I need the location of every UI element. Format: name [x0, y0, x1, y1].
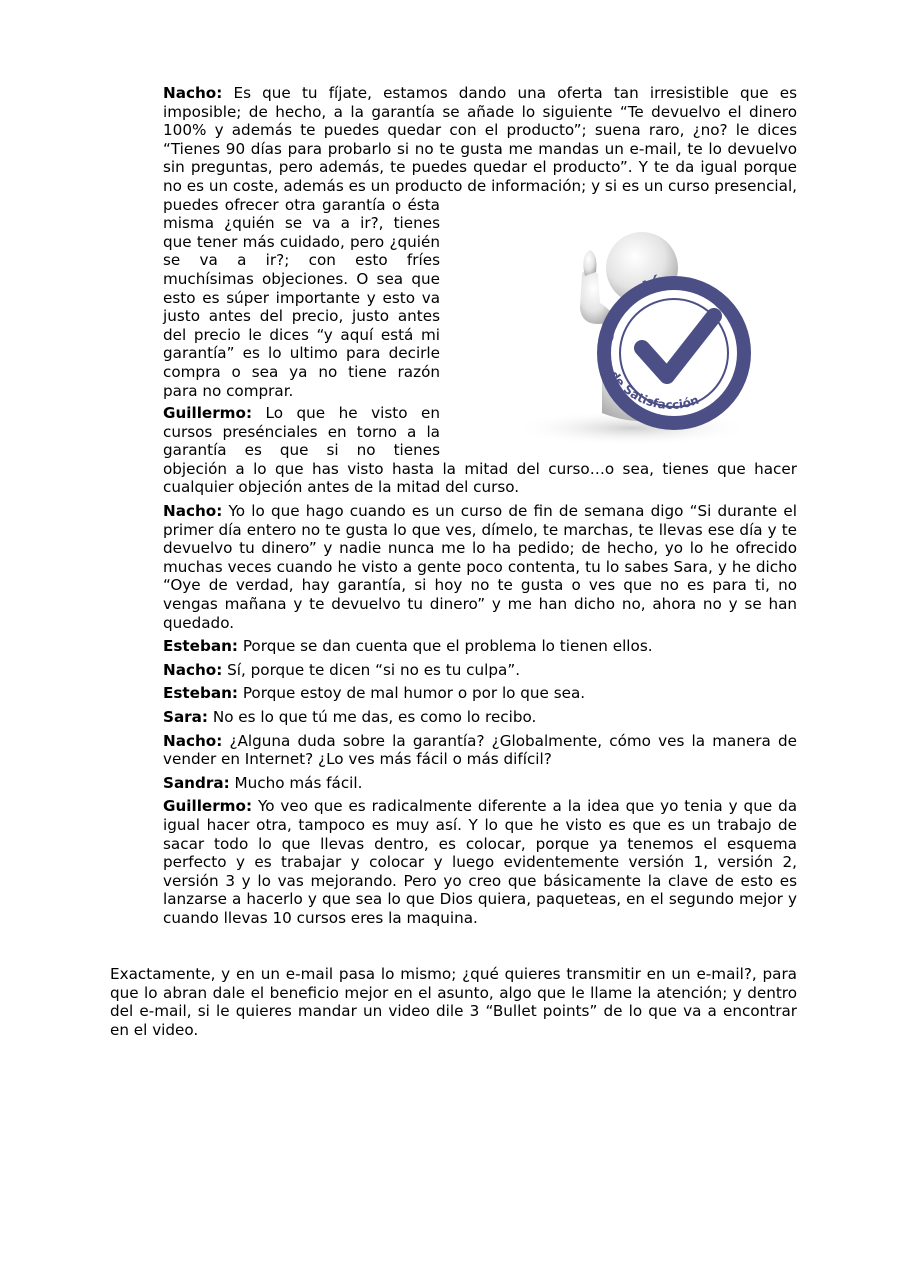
seal-bottom-text: de Satisfacción	[606, 367, 701, 412]
dialogue-text: ¿Alguna duda sobre la garantía? ¿Globalmente, cómo ves la manera de vender en Internet? ¿Lo ves más fácil o más difícil?	[163, 731, 798, 769]
dialogue-paragraph	[163, 732, 797, 769]
dialogue-paragraph	[163, 84, 797, 412]
dialogue-paragraph	[163, 774, 797, 793]
speaker-name: Nacho:	[163, 660, 223, 679]
dialogue-paragraph	[163, 502, 797, 632]
speaker-name: Guillermo:	[163, 404, 253, 423]
closing-paragraph: Exactamente, y en un e-mail pasa lo mismo; ¿qué quieres transmitir en un e-mail?, para que lo abran dale el beneficio mejor en el asunto, algo que le llame la atención; y dentro del e-mail, si le quieres mandar un video dile 3 “Bullet points” de lo que va a encontrar en el video.	[110, 965, 797, 1039]
dialogue-paragraph	[163, 708, 797, 727]
speaker-name: Esteban:	[163, 637, 238, 656]
speaker-name: Sara:	[163, 708, 208, 726]
speaker-name: Esteban:	[163, 684, 238, 703]
speaker-name: Nacho:	[163, 731, 223, 750]
dialogue-text: Es que tu fíjate, estamos dando una oferta tan irresistible que es imposible; de hecho, a la garantía se añade lo siguiente “Te devuelvo el dinero 100% y además te puedes quedar con el producto”; suena raro, ¿no? le dices “Tienes 90 días para probarlo si no te gusta me mandas un e-mail, te lo devuelvo sin preguntas, pero además, te puedes quedar el producto”. Y te da igual porque no es un coste, además es un producto de información; y si es un curso Garantía de Satisfacción presencial, puedes ofrecer otra garantía o ésta misma ¿quién se va a ir?, tienes que tener más cuidado, pero ¿quién se va a ir?; con esto fríes muchísimas objeciones. O sea que esto es súper importante y esto va justo antes del precio, justo antes del precio le dices “y aquí está mi garantía” es lo ultimo para decirle compra o sea ya no tiene razón para no comprar.	[163, 84, 797, 400]
satisfaction-guarantee-icon	[452, 198, 797, 456]
dialogue-paragraph	[163, 684, 797, 703]
dialogue-paragraph	[163, 797, 797, 927]
dialogue-text: Yo veo que es radicalmente diferente a la idea que yo tenia y que da igual hacer otra, tampoco es muy así. Y lo que he visto es que es un trabajo de sacar todo lo que llevas dentro, es colocar, porque ya tenemos el esquema perfecto y es trabajar y colocar y luego evidentemente versión 1, versión 2, versión 3 y lo vas mejorando. Pero yo creo que básicamente la clave de esto es lanzarse a hacerlo y que sea lo que Dios quiera, paqueteas, en el segundo mejor y cuando llevas 10 cursos eres la maquina.	[163, 797, 798, 927]
dialogue-text: Lo que he visto en cursos presénciales en torno a la garantía es que si no tienes objeción a lo que has visto hasta la mitad del curso…o sea, tienes que hacer cualquier objeción antes de la mitad del curso.	[163, 404, 797, 497]
speaker-name: Nacho:	[163, 502, 223, 521]
guarantee-illustration	[452, 198, 797, 456]
dialogue-text: Porque estoy de mal humor o por lo que sea.	[242, 684, 586, 703]
speaker-name: Sandra:	[163, 773, 230, 792]
dialogue-text: Yo lo que hago cuando es un curso de fin de semana digo “Si durante el primer día entero no te gusta lo que ves, dímelo, te marchas, te llevas ese día y te devuelvo tu dinero” y nadie nunca me lo ha pedido; de hecho, yo lo he ofrecido muchas veces cuando he visto a gente poco contenta, tu lo sabes Sara, y he dicho “Oye de verdad, hay garantía, si hoy no te gusta o ves que no es para ti, no vengas mañana y te devuelvo tu dinero” y me han dicho no, ahora no y se han quedado.	[163, 502, 797, 632]
dialogue-block	[163, 84, 797, 933]
speaker-name: Guillermo:	[163, 797, 253, 816]
dialogue-text: Sí, porque te dicen “si no es tu culpa”.	[227, 660, 521, 679]
dialogue-paragraph	[163, 661, 797, 680]
dialogue-text: Porque se dan cuenta que el problema lo tienen ellos.	[242, 637, 653, 656]
speaker-name: Nacho:	[163, 84, 223, 102]
dialogue-paragraph	[163, 637, 797, 656]
dialogue-text: No es lo que tú me das, es como lo recibo.	[212, 708, 537, 726]
seal-top-text: Garantía	[594, 270, 674, 347]
dialogue-text: Mucho más fácil.	[234, 773, 363, 792]
